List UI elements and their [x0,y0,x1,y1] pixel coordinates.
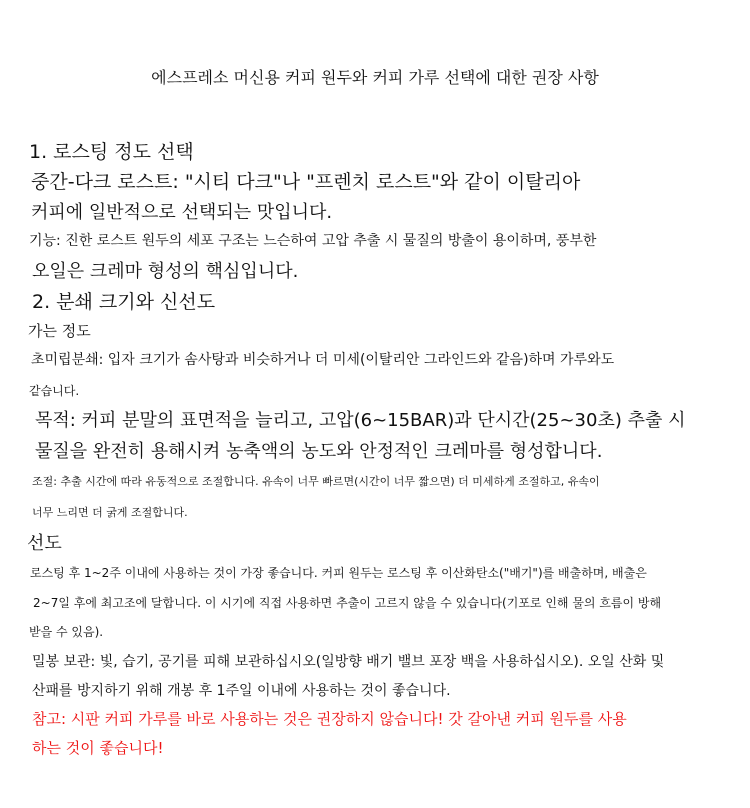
roast-function-text: 오일은 크레마 형성의 핵심입니다. [32,261,299,282]
roast-function-text: 기능: 진한 로스트 원두의 세포 구조는 느슨하여 고압 추출 시 물질의 방출이 용이하며, 풍부한 [29,233,597,249]
roast-level-text: 중간-다크 로스트: "시티 다크"나 "프렌치 로스트"와 같이 이탈리아 [31,171,581,193]
grind-adjust-text: 조절: 추출 시간에 따라 유동적으로 조절합니다. 유속이 너무 빠르면(시간이 너무 짧으면) 더 미세하게 조절하고, 유속이 [32,475,600,488]
grind-purpose-text: 목적: 커피 분말의 표면적을 늘리고, 고압(6~15BAR)과 단시간(25~30초) 추출 시 [35,410,686,431]
page-title: 에스프레소 머신용 커피 원두와 커피 가루 선택에 대한 권장 사항 [151,68,599,87]
grind-subheading: 가는 정도 [28,322,91,340]
warning-note: 하는 것이 좋습니다! [32,739,164,757]
grind-size-text: 같습니다. [29,384,80,398]
section1-heading: 1. 로스팅 정도 선택 [29,141,194,163]
grind-adjust-text: 너무 느리면 더 굵게 조절합니다. [32,506,188,519]
roast-level-text: 커피에 일반적으로 선택되는 맛입니다. [31,202,333,223]
freshness-text: 로스팅 후 1~2주 이내에 사용하는 것이 가장 좋습니다. 커피 원두는 로스팅 후 이산화탄소("배기")를 배출하며, 배출은 [30,566,647,580]
grind-purpose-text: 물질을 완전히 용해시켜 농축액의 농도와 안정적인 크레마를 형성합니다. [35,441,603,462]
section2-heading: 2. 분쇄 크기와 신선도 [32,291,216,313]
grind-size-text: 초미립분쇄: 입자 크기가 솜사탕과 비슷하거나 더 미세(이탈리안 그라인드와 같음)하며 가루와도 [31,352,615,368]
storage-text: 밀봉 보관: 빛, 습기, 공기를 피해 보관하십시오(일방향 배기 밸브 포장 백을 사용하십시오). 오일 산화 및 [32,654,665,670]
freshness-text: 2~7일 후에 최고조에 달합니다. 이 시기에 직접 사용하면 추출이 고르지 않을 수 있습니다(기포로 인해 물의 흐름이 방해 [33,596,662,610]
storage-text: 산패를 방지하기 위해 개봉 후 1주일 이내에 사용하는 것이 좋습니다. [32,683,451,699]
warning-note: 참고: 시판 커피 가루를 바로 사용하는 것은 권장하지 않습니다! 갓 갈아낸 커피 원두를 사용 [32,710,627,728]
freshness-text: 받을 수 있음). [29,625,104,639]
freshness-heading: 선도 [27,533,62,554]
